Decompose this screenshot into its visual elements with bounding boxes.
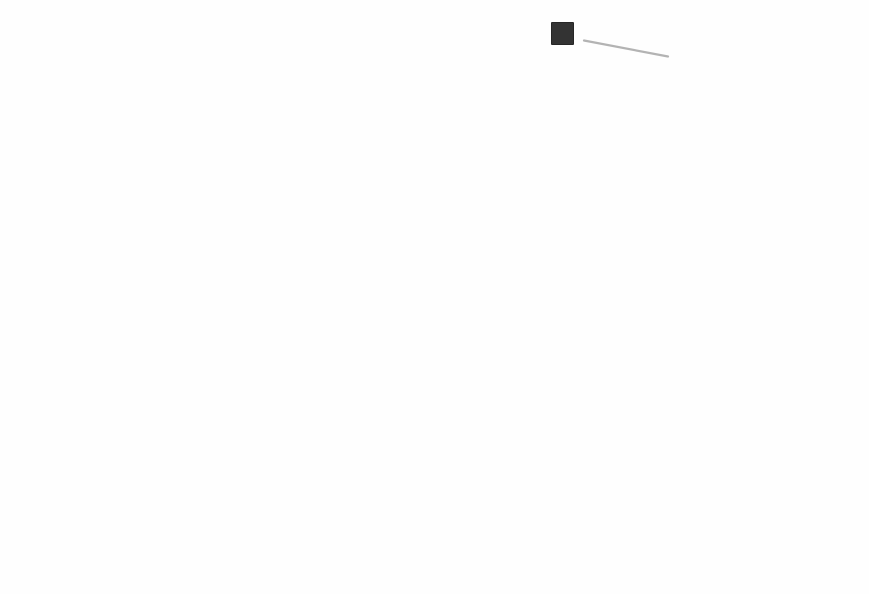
line-segment-icon[interactable] <box>584 41 668 57</box>
square-handle-icon[interactable] <box>551 22 574 45</box>
